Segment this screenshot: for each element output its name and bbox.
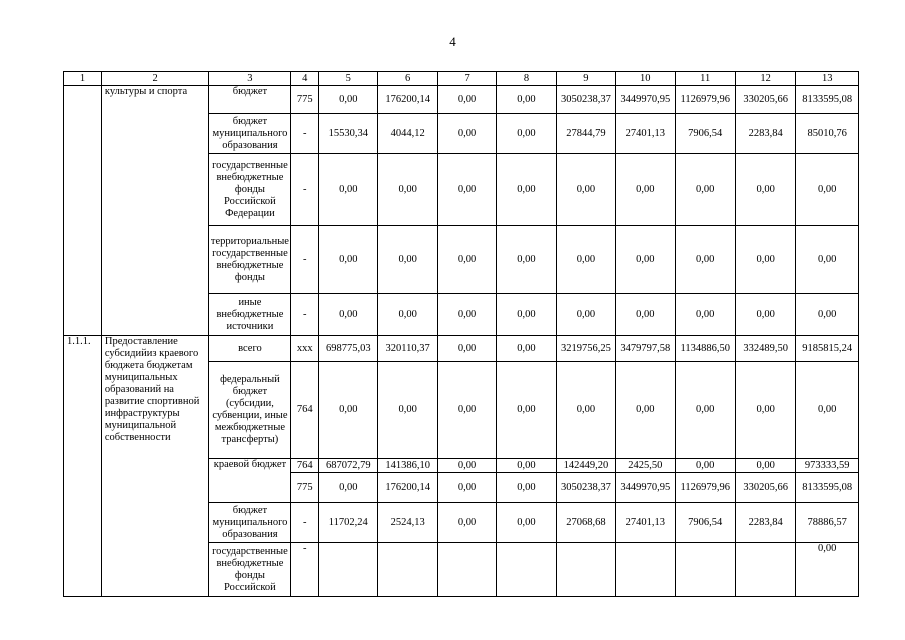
- value-cell: 0,00: [796, 226, 859, 294]
- col-header: 5: [319, 72, 378, 86]
- value-cell: 78886,57: [796, 503, 859, 543]
- value-cell: 0,00: [378, 154, 437, 226]
- code-cell: -: [291, 154, 319, 226]
- value-cell: 27401,13: [616, 503, 675, 543]
- value-cell: 85010,76: [796, 114, 859, 154]
- value-cell: 0,00: [497, 114, 556, 154]
- value-cell: 0,00: [616, 226, 675, 294]
- source-cell: краевой бюджет: [209, 459, 291, 503]
- value-cell: 9185815,24: [796, 336, 859, 362]
- value-cell: 142449,20: [556, 459, 615, 473]
- code-cell: xxx: [291, 336, 319, 362]
- table-row: [64, 86, 859, 114]
- col-header: 9: [556, 72, 615, 86]
- value-cell: 0,00: [556, 154, 615, 226]
- value-cell: 0,00: [497, 226, 556, 294]
- value-cell: 0,00: [378, 226, 437, 294]
- value-cell: 0,00: [319, 154, 378, 226]
- value-cell: [497, 543, 556, 597]
- value-cell: 0,00: [437, 473, 496, 503]
- value-cell: 330205,66: [735, 86, 795, 114]
- value-cell: 0,00: [378, 362, 437, 459]
- code-cell: -: [291, 226, 319, 294]
- code-cell: 764: [291, 459, 319, 473]
- value-cell: 0,00: [497, 294, 556, 336]
- value-cell: 0,00: [437, 154, 496, 226]
- value-cell: [378, 543, 437, 597]
- value-cell: 0,00: [675, 226, 735, 294]
- value-cell: 2524,13: [378, 503, 437, 543]
- source-cell: бюджет муниципального образования: [209, 114, 291, 154]
- value-cell: 0,00: [796, 543, 859, 597]
- value-cell: 0,00: [497, 362, 556, 459]
- value-cell: 0,00: [675, 362, 735, 459]
- value-cell: 0,00: [735, 154, 795, 226]
- value-cell: 3449970,95: [616, 86, 675, 114]
- value-cell: 0,00: [735, 294, 795, 336]
- value-cell: 0,00: [497, 86, 556, 114]
- value-cell: 8133595,08: [796, 86, 859, 114]
- value-cell: 0,00: [556, 294, 615, 336]
- value-cell: 0,00: [437, 294, 496, 336]
- value-cell: 0,00: [556, 362, 615, 459]
- value-cell: 0,00: [556, 226, 615, 294]
- value-cell: 0,00: [675, 294, 735, 336]
- value-cell: 0,00: [735, 226, 795, 294]
- value-cell: 3050238,37: [556, 86, 615, 114]
- value-cell: 0,00: [319, 226, 378, 294]
- value-cell: 27068,68: [556, 503, 615, 543]
- code-cell: -: [291, 543, 319, 597]
- col-header: 1: [64, 72, 102, 86]
- value-cell: 0,00: [675, 154, 735, 226]
- source-cell: бюджет муниципального образования: [209, 503, 291, 543]
- code-cell: -: [291, 294, 319, 336]
- value-cell: 0,00: [319, 86, 378, 114]
- value-cell: 0,00: [319, 294, 378, 336]
- value-cell: 0,00: [378, 294, 437, 336]
- col-header: 8: [497, 72, 556, 86]
- value-cell: 0,00: [796, 362, 859, 459]
- value-cell: 0,00: [497, 503, 556, 543]
- value-cell: 11702,24: [319, 503, 378, 543]
- value-cell: 176200,14: [378, 473, 437, 503]
- value-cell: 27401,13: [616, 114, 675, 154]
- col-header: 6: [378, 72, 437, 86]
- value-cell: [556, 543, 615, 597]
- value-cell: 0,00: [497, 473, 556, 503]
- value-cell: 3050238,37: [556, 473, 615, 503]
- value-cell: 3449970,95: [616, 473, 675, 503]
- value-cell: 27844,79: [556, 114, 615, 154]
- value-cell: 4044,12: [378, 114, 437, 154]
- table-row: [64, 336, 859, 362]
- value-cell: 2283,84: [735, 503, 795, 543]
- code-cell: -: [291, 114, 319, 154]
- value-cell: 0,00: [616, 362, 675, 459]
- value-cell: 0,00: [437, 362, 496, 459]
- col-header: 7: [437, 72, 496, 86]
- value-cell: 0,00: [735, 362, 795, 459]
- col-header: 13: [796, 72, 859, 86]
- value-cell: 0,00: [437, 86, 496, 114]
- value-cell: 0,00: [796, 154, 859, 226]
- item-number-cell: [64, 86, 102, 336]
- value-cell: 3219756,25: [556, 336, 615, 362]
- value-cell: 8133595,08: [796, 473, 859, 503]
- value-cell: 0,00: [735, 459, 795, 473]
- col-header: 4: [291, 72, 319, 86]
- page-number: 4: [449, 34, 456, 49]
- source-cell: государственные внебюджетные фонды Российской: [209, 543, 291, 597]
- value-cell: 0,00: [437, 226, 496, 294]
- value-cell: 687072,79: [319, 459, 378, 473]
- source-cell: иные внебюджетные источники: [209, 294, 291, 336]
- budget-table: [63, 71, 859, 597]
- value-cell: 0,00: [675, 459, 735, 473]
- col-header: 10: [616, 72, 675, 86]
- value-cell: 0,00: [616, 294, 675, 336]
- item-number-cell: 1.1.1.: [64, 336, 102, 597]
- item-name-cell: Предоставление субсидийиз краевого бюджета бюджетам муниципальных образований на развитие спортивной инфраструктуры муниципальной собственности: [101, 336, 209, 597]
- value-cell: 7906,54: [675, 503, 735, 543]
- code-cell: 775: [291, 473, 319, 503]
- value-cell: 0,00: [796, 294, 859, 336]
- code-cell: 764: [291, 362, 319, 459]
- value-cell: 1126979,96: [675, 473, 735, 503]
- value-cell: 1126979,96: [675, 86, 735, 114]
- column-number-row: [64, 72, 859, 86]
- value-cell: [675, 543, 735, 597]
- value-cell: 330205,66: [735, 473, 795, 503]
- item-name-cell: культуры и спорта: [101, 86, 209, 336]
- value-cell: 0,00: [616, 154, 675, 226]
- value-cell: 141386,10: [378, 459, 437, 473]
- value-cell: 0,00: [437, 114, 496, 154]
- source-cell: государственные внебюджетные фонды Российской Федерации: [209, 154, 291, 226]
- source-cell: всего: [209, 336, 291, 362]
- col-header: 2: [101, 72, 209, 86]
- value-cell: 0,00: [437, 459, 496, 473]
- value-cell: 320110,37: [378, 336, 437, 362]
- value-cell: 0,00: [497, 154, 556, 226]
- value-cell: 0,00: [319, 473, 378, 503]
- value-cell: 0,00: [319, 362, 378, 459]
- value-cell: 332489,50: [735, 336, 795, 362]
- col-header: 3: [209, 72, 291, 86]
- value-cell: 1134886,50: [675, 336, 735, 362]
- value-cell: 15530,34: [319, 114, 378, 154]
- value-cell: [319, 543, 378, 597]
- source-cell: бюджет: [209, 86, 291, 114]
- value-cell: 973333,59: [796, 459, 859, 473]
- col-header: 12: [735, 72, 795, 86]
- code-cell: 775: [291, 86, 319, 114]
- value-cell: 3479797,58: [616, 336, 675, 362]
- value-cell: [437, 543, 496, 597]
- value-cell: 2283,84: [735, 114, 795, 154]
- value-cell: 0,00: [497, 336, 556, 362]
- value-cell: 176200,14: [378, 86, 437, 114]
- value-cell: 7906,54: [675, 114, 735, 154]
- value-cell: 2425,50: [616, 459, 675, 473]
- value-cell: [735, 543, 795, 597]
- value-cell: 698775,03: [319, 336, 378, 362]
- col-header: 11: [675, 72, 735, 86]
- value-cell: 0,00: [437, 503, 496, 543]
- value-cell: [616, 543, 675, 597]
- source-cell: федеральный бюджет (субсидии, субвенции, иные межбюджетные трансферты): [209, 362, 291, 459]
- value-cell: 0,00: [437, 336, 496, 362]
- value-cell: 0,00: [497, 459, 556, 473]
- source-cell: территориальные государственные внебюджетные фонды: [209, 226, 291, 294]
- code-cell: -: [291, 503, 319, 543]
